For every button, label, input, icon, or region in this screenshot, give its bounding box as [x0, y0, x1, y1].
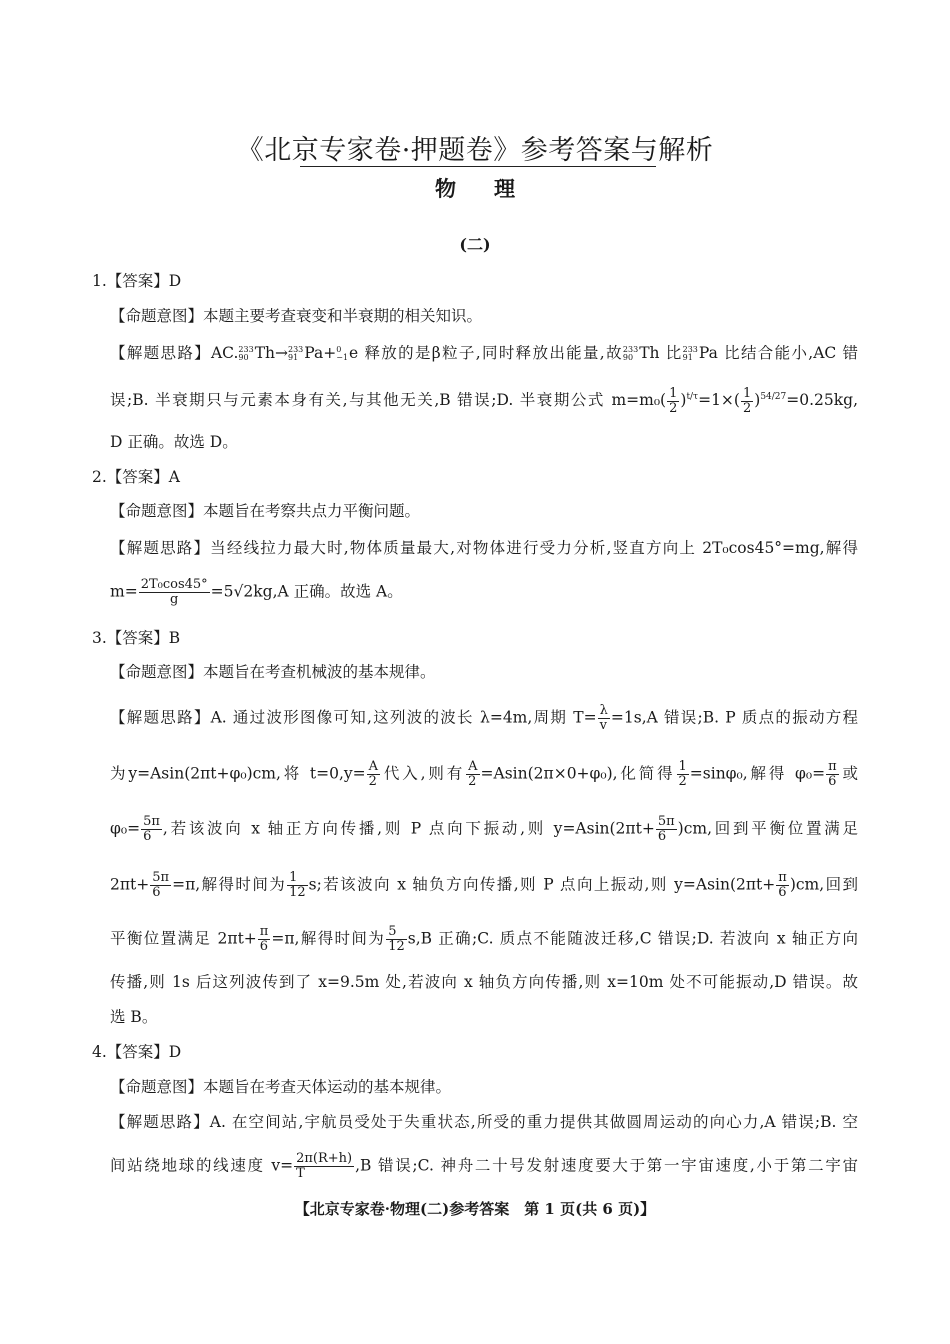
nuclide-index: 233 91 [288, 345, 304, 362]
fraction: $\frac{\pi}{6}$ [828, 759, 837, 789]
fraction: $\frac{A}{2}$ [468, 759, 478, 789]
q4-answer: 4.【答案】D [92, 1043, 182, 1061]
title-underline [300, 166, 656, 167]
fraction: $\frac{5\pi}{6}$ [143, 814, 160, 844]
fraction: $\frac{\pi}{6}$ [778, 870, 787, 900]
q3-solution-line-3: φ₀= $\frac{5\pi}{6}$ ,若该波向 x 轴正方向传播,则 P 点向下振动,则 y=Asin(2πt+ $\frac{5\pi}{6}$ )cm,回到平衡位置满足 [110, 814, 858, 844]
q4-intent: 【命题意图】本题旨在考查天体运动的基本规律。 [110, 1078, 452, 1096]
q1-answer: 1.【答案】D [92, 272, 182, 290]
q3-solution-line-6: 传播,则 1s 后这列波传到了 x=9.5m 处,若波向 x 轴负方向传播,则 x=10m 处不可能振动,D 错误。故 [110, 973, 858, 991]
fraction: $\frac{1}{2}$ [742, 385, 752, 416]
q3-solution-line-2: 为y=Asin(2πt+φ₀)cm,将 t=0,y= $\frac{A}{2}$ 代入,则有 $\frac{A}{2}$ =Asin(2π×0+φ₀),化简得 $\frac{1}{2}$ =sinφ₀,解得 φ₀= $\frac{\pi}{6}$ 或 [110, 759, 858, 789]
q3-solution-line-7: 选 B。 [110, 1008, 158, 1026]
q2-solution-line-1: 【解题思路】当经线拉力最大时,物体质量最大,对物体进行受力分析,竖直方向上 2T₀cos45°=mg,解得 [110, 539, 858, 557]
q3-intent: 【命题意图】本题旨在考查机械波的基本规律。 [110, 663, 436, 681]
fraction: $\frac{\text{2T₀cos45°}}{g}$ [140, 577, 208, 607]
q3-solution-line-5: 平衡位置满足 2πt+ $\frac{\pi}{6}$ =π,解得时间为 $\frac{5}{12}$ s,B 正确;C. 质点不能随波迁移,C 错误;D. 若波向 x 轴正方向 [110, 924, 858, 954]
q1-solution-line-3: D 正确。故选 D。 [110, 433, 238, 451]
q3-answer: 3.【答案】B [92, 629, 181, 647]
fraction: $\frac{\pi}{6}$ [259, 924, 269, 954]
nuclide-index: 0 −1 [336, 345, 349, 362]
fraction: $\frac{2\pi(R+h)}{T}$ [296, 1151, 353, 1181]
q1-solution-line-2: 误;B. 半衰期只与元素本身有关,与其他无关,B 错误;D. 半衰期公式 m=m₀( $\frac{1}{2}$ )$^{t/\tau}$=1×( $\frac{1}{2}$ )$^{54/27}$=0.25kg, [110, 385, 858, 416]
fraction: $\frac{5\pi}{6}$ [657, 814, 675, 844]
fraction: $\frac{A}{2}$ [368, 759, 379, 789]
fraction: $\frac{1}{12}$ [289, 870, 306, 900]
q3-solution-line-4: 2πt+ $\frac{5\pi}{6}$ =π,解得时间为 $\frac{1}{12}$ s;若该波向 x 轴负方向传播,则 P 点向上振动,则 y=Asin(2πt+ $\frac{\pi}{6}$ )cm,回到 [110, 870, 858, 900]
nuclide-index: 233 90 [238, 345, 254, 362]
paper-number: (二) [459, 235, 491, 254]
nuclide-index: 233 91 [682, 345, 698, 362]
q4-solution-line-1: 【解题思路】A. 在空间站,宇航员受处于失重状态,所受的重力提供其做圆周运动的向心力,A 错误;B. 空 [110, 1113, 858, 1131]
q4-solution-line-2: 间站绕地球的线速度 v= $\frac{2\pi(R+h)}{T}$ ,B 错误;C. 神舟二十号发射速度要大于第一宇宙速度,小于第二宇宙 [110, 1151, 859, 1181]
subject-heading: 物理 [435, 176, 553, 201]
q3-solution-line-1: 【解题思路】A. 通过波形图像可知,这列波的波长 λ=4m,周期 T= $\frac{\lambda}{v}$ =1s,A 错误;B. P 质点的振动方程 [110, 703, 858, 733]
fraction: $\frac{1}{2}$ [678, 759, 687, 789]
q2-answer: 2.【答案】A [92, 468, 180, 486]
fraction: $\frac{\lambda}{v}$ [599, 703, 608, 733]
page-footer: 【北京专家卷·物理(二)参考答案 第 1 页(共 6 页)】 [294, 1200, 656, 1218]
q2-solution-line-2: m= $\frac{\text{2T₀cos45°}}{g}$ =5√2kg,A 正确。故选 A。 [110, 577, 403, 607]
q2-intent: 【命题意图】本题旨在考察共点力平衡问题。 [110, 502, 421, 520]
nuclide-index: 233 90 [622, 345, 639, 362]
fraction: $\frac{1}{2}$ [669, 385, 678, 416]
q1-intent: 【命题意图】本题主要考查衰变和半衰期的相关知识。 [110, 307, 483, 325]
fraction: $\frac{5}{12}$ [388, 924, 405, 954]
fraction: $\frac{5\pi}{6}$ [152, 870, 170, 900]
page-title: 《北京专家卷·押题卷》参考答案与解析 [236, 135, 714, 166]
q1-solution-line-1: 【解题思路】AC.233 90 Th→233 91 Pa+0 −1e 释放的是β粒子,同时释放出能量,故233 90 Th 比233 91 Pa 比结合能小,AC 错 [110, 344, 859, 362]
